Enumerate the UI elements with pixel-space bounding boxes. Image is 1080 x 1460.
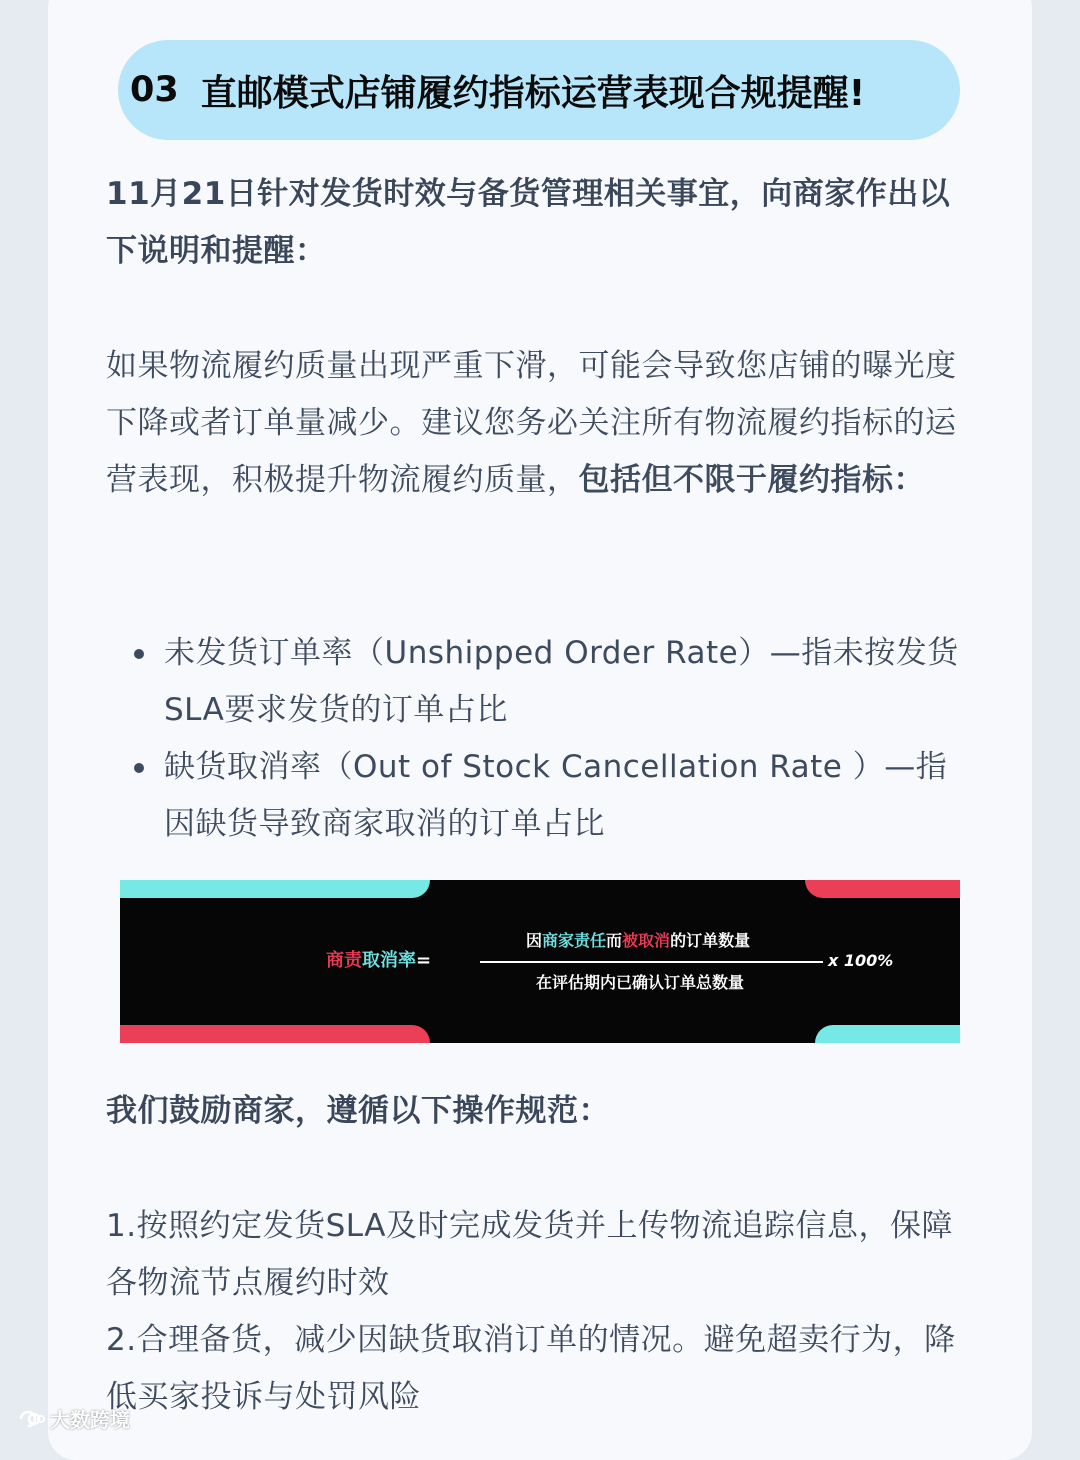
encourage-heading: 我们鼓励商家，遵循以下操作规范：	[106, 1093, 610, 1129]
list-item	[132, 739, 978, 853]
step-item: 2.合理备货，减少因缺货取消订单的情况。避免超卖行为，降低买家投诉与处罚风险	[106, 1322, 956, 1415]
metric-text: 缺货取消率（Out of Stock Cancellation Rate ）—指因缺货导致商家取消的订单占比	[164, 749, 948, 842]
stripe-decoration	[805, 880, 960, 898]
metric-text: 未发货订单率（Unshipped Order Rate）—指未按发货SLA要求发货的订单占比	[164, 635, 959, 728]
numerator-part: 被取消	[622, 931, 671, 950]
steps-list	[106, 1198, 976, 1426]
formula-numerator	[526, 928, 750, 951]
stripe-decoration	[120, 880, 430, 898]
section-title-banner	[118, 40, 960, 140]
bullet-icon	[134, 763, 144, 773]
metric-list	[132, 625, 978, 853]
formula-banner	[120, 880, 960, 1043]
formula-denominator: 在评估期内已确认订单总数量	[536, 973, 745, 992]
intro-text: 11月21日针对发货时效与备货管理相关事宜，向商家作出以下说明和提醒：	[106, 176, 951, 269]
brand-logo-icon	[12, 1407, 46, 1431]
step-item: 1.按照约定发货SLA及时完成发货并上传物流追踪信息，保障各物流节点履约时效	[106, 1208, 953, 1301]
formula-label-part: 商责	[326, 950, 362, 971]
main-paragraph	[106, 338, 976, 509]
numerator-part: 商家责任	[542, 931, 607, 950]
watermark	[12, 1404, 130, 1433]
stripe-decoration	[815, 1025, 960, 1043]
formula-label-part: 取消率	[362, 950, 416, 971]
formula-label	[326, 946, 431, 972]
list-item	[132, 625, 978, 739]
formula-multiplier: x 100%	[828, 951, 894, 970]
formula-equals: =	[416, 950, 432, 971]
section-title: 直邮模式店铺履约指标运营表现合规提醒!	[200, 72, 866, 114]
section-number: 03	[130, 70, 179, 110]
numerator-part: 而	[606, 931, 623, 950]
numerator-part: 因	[526, 931, 543, 950]
numerator-part: 的订单数量	[670, 931, 751, 950]
fraction-line	[480, 961, 823, 963]
bullet-icon	[134, 649, 144, 659]
stripe-decoration	[120, 1025, 430, 1043]
paragraph-text: 如果物流履约质量出现严重下滑，可能会导致您店铺的曝光度下降或者订单量减少。建议您务必关注所有物流履约指标的运营表现，积极提升物流履约质量，	[106, 348, 957, 498]
paragraph-emphasis: 包括但不限于履约指标：	[578, 462, 925, 498]
watermark-text: 大数跨境	[50, 1408, 130, 1432]
